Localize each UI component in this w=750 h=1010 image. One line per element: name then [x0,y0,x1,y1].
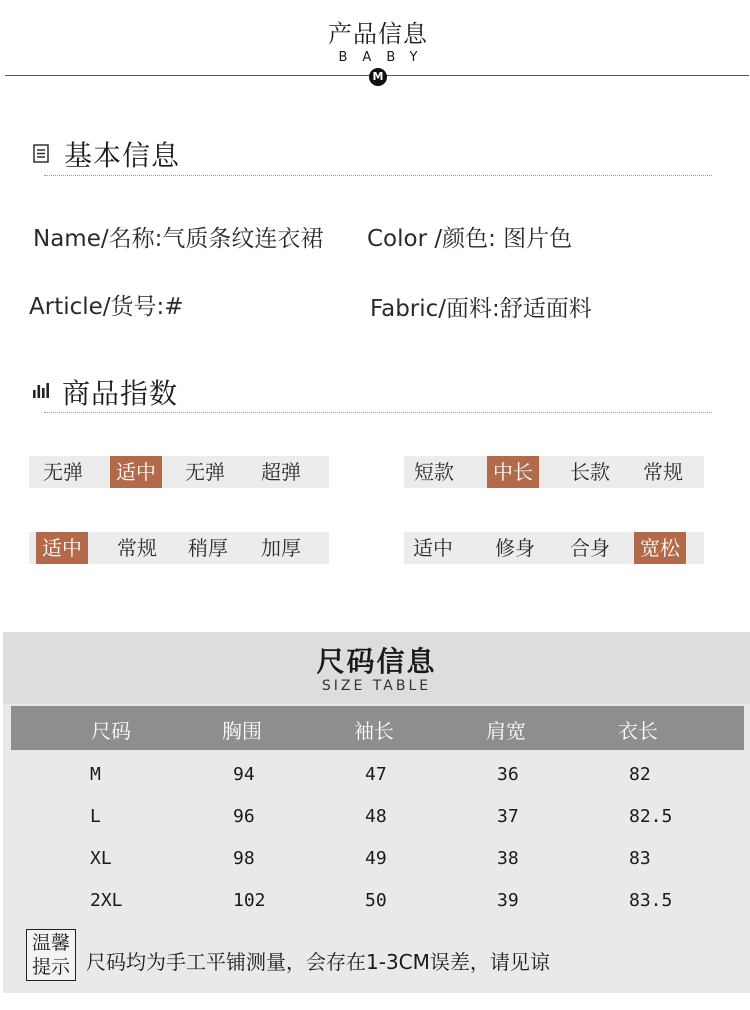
chip-option: 修身 [495,536,535,560]
document-icon [33,144,49,163]
size-table-header [11,706,744,750]
product-article: Article/货号:# [29,294,184,320]
page-title: 产品信息 [328,20,428,48]
table-cell: 96 [233,806,255,827]
length-index [404,456,704,488]
chip-option-selected: 宽松 [634,532,686,564]
basic-info-heading: 基本信息 [64,139,181,172]
chip-option-selected: 中长 [487,456,539,488]
table-cell: 98 [233,848,255,869]
index-divider [44,412,712,413]
chip-option: 无弹 [43,460,83,484]
chip-option: 超弹 [261,460,301,484]
table-cell: XL [90,848,112,869]
chip-option: 适中 [413,536,453,560]
table-cell: 82 [629,764,651,785]
table-cell: 38 [497,848,519,869]
table-cell: 39 [497,890,519,911]
tip-label [26,929,76,981]
table-cell: M [90,764,101,785]
chip-option: 合身 [570,536,610,560]
chip-option: 常规 [643,460,683,484]
column-header: 袖长 [354,719,394,743]
table-cell: 49 [365,848,387,869]
table-cell: 47 [365,764,387,785]
product-name: Name/名称:气质条纹连衣裙 [33,226,324,252]
measurement-note: 尺码均为手工平铺测量，会存在1-3CM误差，请见谅 [86,950,550,974]
table-cell: 50 [365,890,387,911]
tip-label-line: 温馨 [31,932,70,954]
product-fabric: Fabric/面料:舒适面料 [370,296,592,322]
column-header: 尺码 [91,719,131,743]
chip-option: 稍厚 [188,536,228,560]
column-header: 胸围 [222,719,262,743]
basic-info-divider [44,175,712,176]
table-cell: 94 [233,764,255,785]
chip-option: 加厚 [261,536,301,560]
bar-chart-icon [32,381,49,398]
table-cell: 102 [233,890,266,911]
size-table-title: 尺码信息 [316,645,437,678]
table-cell: 83.5 [629,890,673,911]
tip-label-line: 提示 [31,956,70,978]
table-cell: 2XL [90,890,123,911]
page-subtitle: BABY [338,50,433,65]
table-cell: L [90,806,101,827]
chip-option-selected: 适中 [36,532,88,564]
table-cell: 82.5 [629,806,673,827]
index-heading: 商品指数 [62,377,179,410]
chip-option: 长款 [570,460,610,484]
table-cell: 83 [629,848,651,869]
elasticity-index [29,456,329,488]
table-cell: 37 [497,806,519,827]
fit-index [404,532,704,564]
thickness-index [29,532,329,564]
chip-option-selected: 适中 [110,456,162,488]
column-header: 肩宽 [486,719,526,743]
product-color: Color /颜色: 图片色 [367,226,573,252]
brand-badge: M [369,68,387,86]
column-header: 衣长 [618,719,658,743]
table-cell: 36 [497,764,519,785]
chip-option: 无弹 [185,460,225,484]
table-cell: 48 [365,806,387,827]
size-table-subtitle: SIZE TABLE [321,678,432,694]
chip-option: 常规 [117,536,157,560]
chip-option: 短款 [414,460,454,484]
